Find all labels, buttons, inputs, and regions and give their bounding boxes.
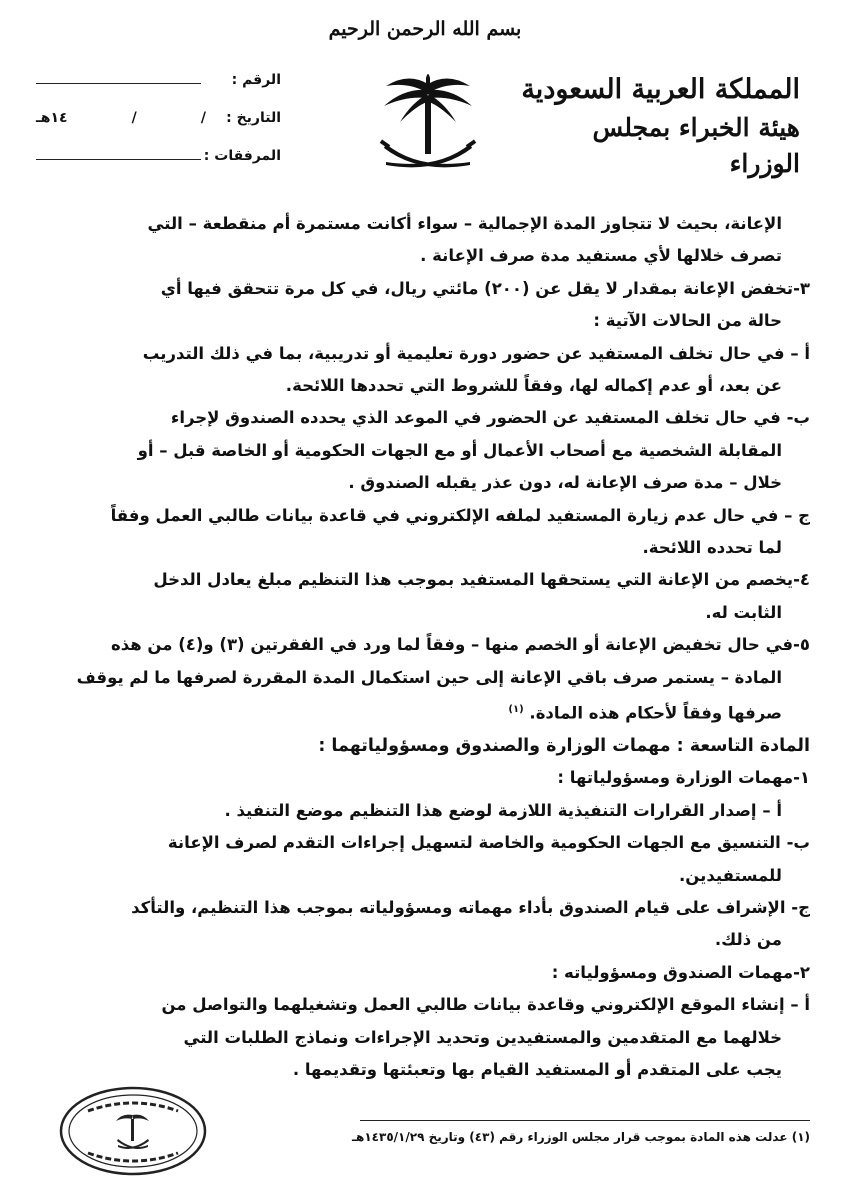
- ministry-duties-heading: ١-مهمات الوزارة ومسؤولياتها :: [557, 768, 810, 788]
- authority-name: هيئة الخبراء بمجلس الوزراء: [592, 113, 800, 178]
- document-body: [40, 208, 810, 1086]
- clause-4: ٤-يخصم من الإعانة التي يستحقها المستفيد بموجب هذا التنظيم مبلغ يعادل الدخل: [153, 570, 810, 590]
- footnote-separator: [360, 1120, 810, 1121]
- ministry-item-c: ج- الإشراف على قيام الصندوق بأداء مهماته ومسؤولياته بموجب هذا التنظيم، والتأكد: [131, 898, 810, 918]
- text-line: خلالهما مع المتقدمين والمستفيدين وتحديد الإجراءات ونماذج الطلبات التي: [183, 1027, 782, 1047]
- text-line: تصرف خلالها لأي مستفيد مدة صرف الإعانة .: [420, 246, 782, 266]
- date-slash-2: /: [131, 110, 137, 126]
- text-line: خلال – مدة صرف الإعانة له، دون عذر يقبله الصندوق .: [348, 473, 782, 493]
- ref-number-line: [36, 83, 201, 84]
- item-c: ج – في حال عدم زيارة المستفيد لملفه الإلكتروني في قاعدة بيانات طالبي العمل وفقاً: [110, 505, 810, 525]
- ref-number-row: [36, 72, 281, 110]
- attachments-row: [36, 148, 281, 186]
- text-line: الثابت له.: [705, 602, 782, 622]
- attachments-line: [36, 159, 201, 160]
- date-placeholder: [36, 110, 206, 126]
- official-stamp-icon: [58, 1085, 208, 1177]
- reference-fields: [36, 72, 281, 186]
- basmala: بسم الله الرحمن الرحيم: [328, 18, 522, 40]
- article-nine-heading: المادة التاسعة : مهمات الوزارة والصندوق ومسؤولياتهما :: [318, 736, 810, 756]
- text-line: يجب على المتقدم أو المستفيد القيام بها وتعبئتها وتقديمها .: [292, 1060, 782, 1080]
- date-row: [36, 110, 281, 148]
- ministry-item-a: أ – إصدار القرارات التنفيذية اللازمة لوضع هذا التنظيم موضع التنفيذ .: [224, 800, 782, 820]
- item-b: ب- في حال تخلف المستفيد عن الحضور في الموعد الذي يحدده الصندوق لإجراء: [170, 408, 810, 428]
- text-fragment: صرفها وفقاً لأحكام هذه المادة.: [529, 703, 782, 723]
- text-line: المقابلة الشخصية مع أصحاب الأعمال أو مع الجهات الحكومية أو الخاصة قبل – أو: [137, 440, 782, 460]
- text-line: لما تحدده اللائحة.: [642, 538, 782, 558]
- text-line: الإعانة، بحيث لا تتجاوز المدة الإجمالية – سواء أكانت مستمرة أم منقطعة – التي: [147, 214, 782, 233]
- text-line: عن بعد، أو عدم إكماله لها، وفقاً للشروط التي تحددها اللائحة.: [285, 376, 782, 396]
- attachments-label: المرفقات :: [203, 148, 281, 164]
- text-line: [40, 694, 810, 730]
- clause-3: ٣-تخفض الإعانة بمقدار لا يقل عن (٢٠٠) مائتي ريال، في كل مرة تتحقق فيها أي: [160, 278, 810, 298]
- palm-swords-emblem-icon: [378, 70, 478, 190]
- kingdom-name: المملكة العربية السعودية: [521, 74, 800, 105]
- text-line: للمستفيدين.: [679, 865, 782, 885]
- date-hijri-suffix: ١٤هـ: [36, 110, 68, 126]
- fund-duties-heading: ٢-مهمات الصندوق ومسؤولياته :: [551, 962, 810, 982]
- clause-5: ٥-في حال تخفيض الإعانة أو الخصم منها – وفقاً لما ورد في الفقرتين (٣) و(٤) من هذه: [110, 635, 810, 655]
- text-line: المادة – يستمر صرف باقي الإعانة إلى حين استكمال المدة المقررة لصرفها ما لم يوقف: [76, 667, 782, 687]
- text-line: من ذلك.: [714, 930, 782, 950]
- ref-number-label: الرقم :: [231, 72, 281, 88]
- fund-item-a: أ – إنشاء الموقع الإلكتروني وقاعدة بيانات طالبي العمل وتشغيلهما والتواصل من: [161, 995, 810, 1015]
- date-label: التاريخ :: [226, 110, 281, 126]
- footnote-reference: (١): [508, 704, 524, 716]
- ministry-item-b: ب- التنسيق مع الجهات الحكومية والخاصة لتسهيل إجراءات التقدم لصرف الإعانة: [167, 833, 810, 853]
- date-slash-1: /: [200, 110, 206, 126]
- item-a: أ – في حال تخلف المستفيد عن حضور دورة تعليمية أو تدريبية، بما في ذلك التدريب: [142, 343, 810, 363]
- footnote: (١) عدلت هذه المادة بموجب قرار مجلس الوزراء رقم (٤٣) وتاريخ ١٤٣٥/١/٢٩هـ: [351, 1130, 810, 1144]
- letterhead-title: [520, 70, 800, 182]
- text-line: حالة من الحالات الآتية :: [593, 311, 782, 331]
